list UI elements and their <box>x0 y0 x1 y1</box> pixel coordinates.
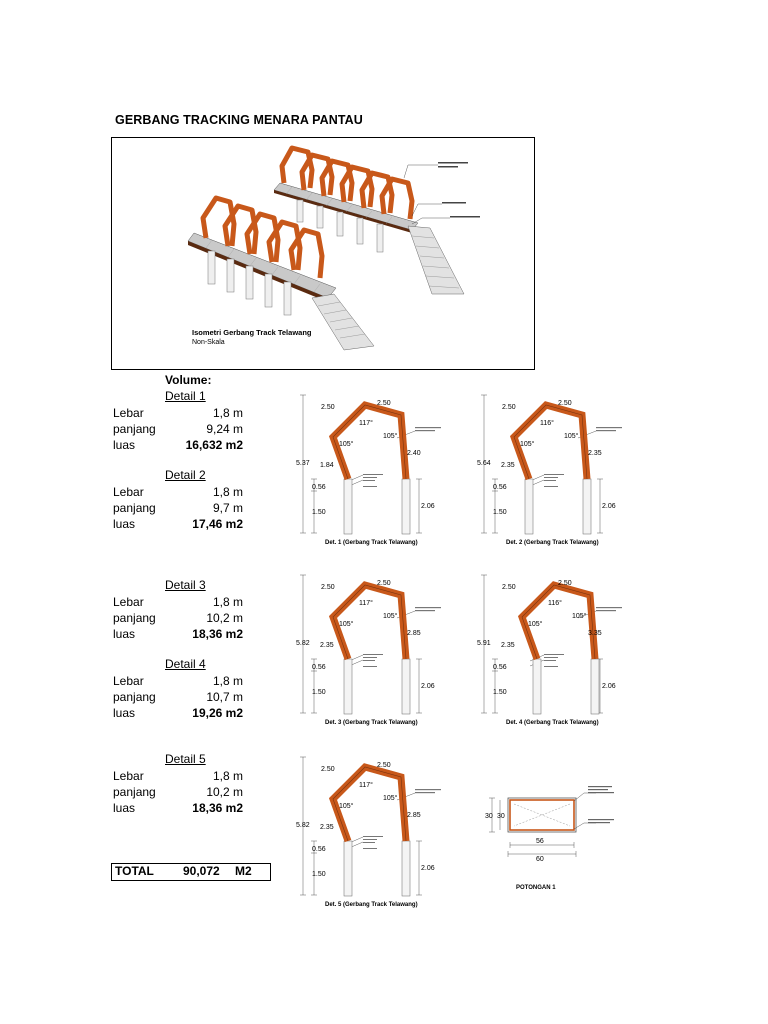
dim-base: 1.50 <box>493 509 507 516</box>
elevation-detail-4 <box>478 563 628 728</box>
drawing-caption: Det. 3 (Gerbang Track Telawang) <box>325 720 418 726</box>
detail-heading: Detail 1 <box>165 389 206 403</box>
dim-side: 2.50 <box>558 400 572 407</box>
drawing-caption: Det. 1 (Gerbang Track Telawang) <box>325 540 418 546</box>
section-svg <box>486 783 626 893</box>
angle-label: 116° <box>540 420 554 427</box>
detail-heading: Detail 5 <box>165 752 206 766</box>
elevation-svg <box>297 745 447 910</box>
dim-side: 2.35 <box>588 450 602 457</box>
row-value: 1,8 m <box>212 485 243 499</box>
total-value: 90,072 <box>183 864 220 878</box>
row-value: 18,36 m2 <box>192 801 243 815</box>
row-value: 1,8 m <box>212 674 243 688</box>
angle-label: 105° <box>383 613 398 620</box>
elevation-detail-1 <box>297 383 447 548</box>
angle-label: 105° <box>339 803 354 810</box>
dim-base: 1.50 <box>312 689 326 696</box>
section-dim: 30 <box>497 813 505 820</box>
volume-label: Volume: <box>165 373 212 387</box>
row-label: Lebar <box>113 485 144 499</box>
dim-base: 1.50 <box>312 871 326 878</box>
dim-base: 0.56 <box>312 484 326 491</box>
elevation-detail-3 <box>297 563 447 728</box>
detail-table <box>113 484 243 532</box>
dim-side: 2.35 <box>501 462 515 469</box>
dim-base: 2.06 <box>421 865 435 872</box>
angle-label: 116° <box>548 600 562 607</box>
detail-heading: Detail 3 <box>165 578 206 592</box>
dim-side: 2.35 <box>501 642 515 649</box>
row-value: 18,36 m2 <box>192 627 243 641</box>
dim-height: 5.91 <box>477 640 491 647</box>
dim-height: 5.82 <box>296 640 310 647</box>
isometric-caption: Isometri Gerbang Track Telawang <box>192 328 312 337</box>
dim-height: 5.64 <box>477 460 491 467</box>
row-value: 17,46 m2 <box>192 517 243 531</box>
dim-base: 2.06 <box>602 503 616 510</box>
row-value: 1,8 m <box>212 406 243 420</box>
section-dim: 60 <box>536 856 544 863</box>
dim-side: 2.35 <box>320 642 334 649</box>
row-value: 16,632 m2 <box>185 438 243 452</box>
row-label: panjang <box>113 501 156 515</box>
row-label: panjang <box>113 611 156 625</box>
dim-side: 2.50 <box>377 762 391 769</box>
dim-base: 2.06 <box>602 683 616 690</box>
dim-side: 2.50 <box>321 404 335 411</box>
dim-side: 2.50 <box>321 766 335 773</box>
row-label: Lebar <box>113 595 144 609</box>
angle-label: 117° <box>359 600 373 607</box>
angle-label: 117° <box>359 782 373 789</box>
row-value: 10,2 m <box>206 785 243 799</box>
detail-heading: Detail 4 <box>165 657 206 671</box>
dim-height: 5.37 <box>296 460 310 467</box>
row-value: 10,2 m <box>206 611 243 625</box>
isometric-drawing <box>111 137 535 370</box>
angle-label: 105° <box>528 621 543 628</box>
elevation-detail-5 <box>297 745 447 910</box>
detail-table <box>113 768 243 816</box>
angle-label: 105° <box>339 621 354 628</box>
row-label: luas <box>113 627 136 641</box>
row-label: luas <box>113 801 136 815</box>
angle-label: 105° <box>383 433 398 440</box>
row-label: luas <box>113 517 136 531</box>
row-label: Lebar <box>113 769 144 783</box>
row-label: panjang <box>113 422 156 436</box>
elevation-svg <box>478 383 628 548</box>
dim-base: 0.56 <box>312 664 326 671</box>
total-unit: M2 <box>235 864 252 878</box>
row-value: 19,26 m2 <box>192 706 243 720</box>
isometric-svg <box>112 138 534 369</box>
dim-side: 2.40 <box>407 450 421 457</box>
dim-side: 1.84 <box>320 462 334 469</box>
dim-side: 3.35 <box>588 630 602 637</box>
row-value: 9,7 m <box>212 501 243 515</box>
angle-label: 105° <box>564 433 579 440</box>
dim-side: 2.35 <box>320 824 334 831</box>
dim-height: 5.82 <box>296 822 310 829</box>
drawing-caption: Det. 2 (Gerbang Track Telawang) <box>506 540 599 546</box>
elevation-svg <box>297 563 447 728</box>
dim-base: 1.50 <box>493 689 507 696</box>
elevation-svg <box>297 383 447 548</box>
dim-base: 2.06 <box>421 503 435 510</box>
row-value: 1,8 m <box>212 769 243 783</box>
section-caption: POTONGAN 1 <box>516 885 556 891</box>
angle-label: 105° <box>339 441 354 448</box>
dim-base: 1.50 <box>312 509 326 516</box>
dim-side: 2.50 <box>377 400 391 407</box>
section-dim: 30 <box>485 813 493 820</box>
dim-base: 0.56 <box>312 846 326 853</box>
row-label: panjang <box>113 690 156 704</box>
isometric-subcaption: Non-Skala <box>192 339 225 346</box>
total-label: TOTAL <box>115 864 154 878</box>
dim-side: 2.50 <box>502 404 516 411</box>
drawing-caption: Det. 5 (Gerbang Track Telawang) <box>325 902 418 908</box>
dim-base: 0.56 <box>493 664 507 671</box>
section-dim: 56 <box>536 838 544 845</box>
elevation-detail-2 <box>478 383 628 548</box>
total-box <box>111 863 271 881</box>
detail-table <box>113 405 243 453</box>
dim-base: 2.06 <box>421 683 435 690</box>
row-value: 10,7 m <box>206 690 243 704</box>
detail-heading: Detail 2 <box>165 468 206 482</box>
page-title: GERBANG TRACKING MENARA PANTAU <box>115 113 363 127</box>
dim-side: 2.50 <box>377 580 391 587</box>
dim-side: 2.50 <box>502 584 516 591</box>
angle-label: 117° <box>359 420 373 427</box>
dim-side: 2.85 <box>407 812 421 819</box>
dim-base: 0.56 <box>493 484 507 491</box>
row-label: Lebar <box>113 406 144 420</box>
dim-side: 2.85 <box>407 630 421 637</box>
angle-label: 105° <box>520 441 535 448</box>
row-value: 9,24 m <box>206 422 243 436</box>
section-drawing <box>486 783 626 893</box>
detail-table <box>113 594 243 642</box>
angle-label: 105° <box>572 613 587 620</box>
detail-table <box>113 673 243 721</box>
row-label: luas <box>113 706 136 720</box>
dim-side: 2.50 <box>321 584 335 591</box>
dim-side: 2.50 <box>558 580 572 587</box>
row-value: 1,8 m <box>212 595 243 609</box>
row-label: luas <box>113 438 136 452</box>
row-label: panjang <box>113 785 156 799</box>
angle-label: 105° <box>383 795 398 802</box>
drawing-caption: Det. 4 (Gerbang Track Telawang) <box>506 720 599 726</box>
row-label: Lebar <box>113 674 144 688</box>
elevation-svg <box>478 563 628 728</box>
